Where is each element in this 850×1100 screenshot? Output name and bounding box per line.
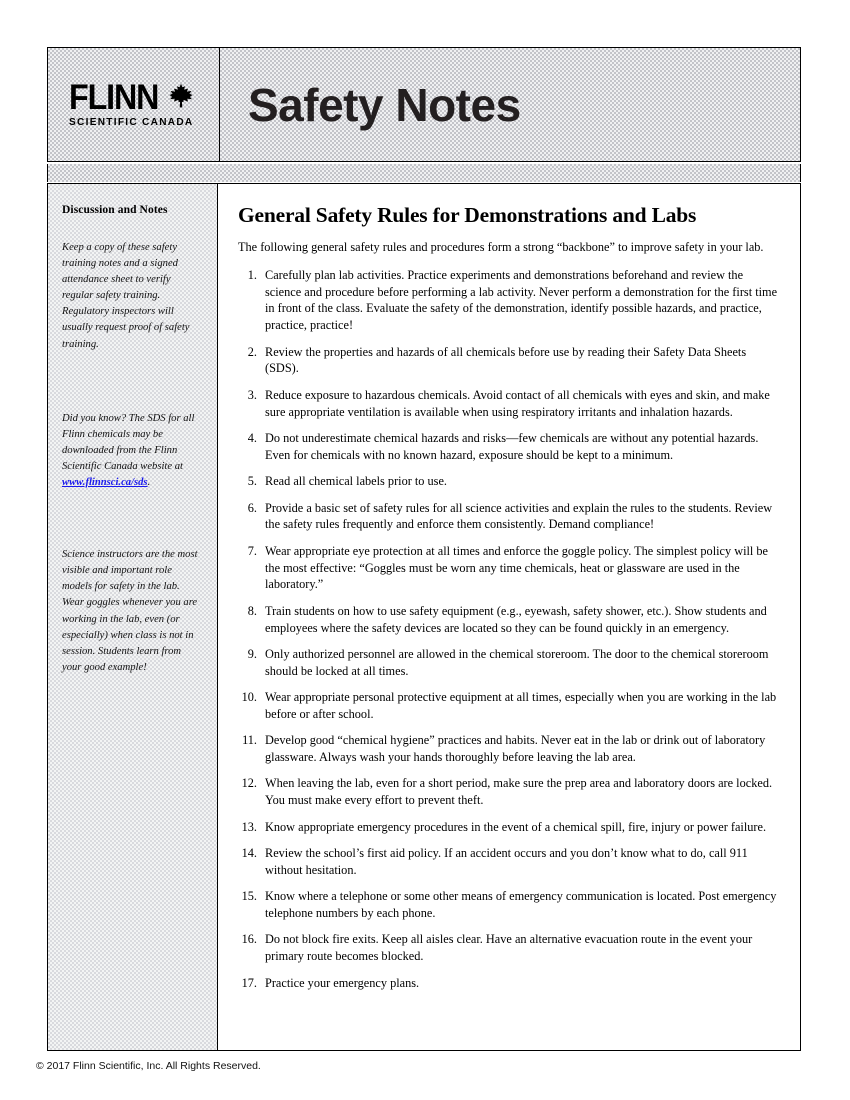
rule-text: Read all chemical labels prior to use.: [265, 474, 447, 489]
rule-text: Reduce exposure to hazardous chemicals. Avoid contact of all chemicals with eyes and skin, and make sure appropriate ventilation is available when using respiratory irritants and inhalation hazards.: [265, 387, 770, 419]
list-item: [238, 689, 782, 723]
flinn-sds-link[interactable]: www.flinnsci.ca/sds: [62, 477, 148, 489]
sidebar-note-2-text-before: Did you know? The SDS for all Flinn chemicals may be downloaded from the Flinn Scientific Canada website at: [62, 412, 195, 472]
list-item: [238, 267, 782, 334]
sidebar-notes-column: [48, 184, 218, 1050]
rule-number: 1.: [247, 267, 257, 282]
rule-number: 11.: [242, 733, 257, 748]
list-item: [238, 845, 782, 879]
rule-text: Only authorized personnel are allowed in the chemical storeroom. The door to the chemical storeroom should be locked at all times.: [265, 646, 769, 678]
rule-text: Know where a telephone or some other means of emergency communication is located. Post emergency telephone numbers by each phone.: [265, 889, 777, 921]
document-header: [47, 47, 801, 162]
section-intro: The following general safety rules and procedures form a strong “backbone” to improve safety in your lab.: [238, 240, 764, 254]
sidebar-note-1: Keep a copy of these safety training notes and a signed attendance sheet to verify regular safety training. Regulatory inspectors will usually request proof of safety training.: [62, 242, 190, 350]
rule-number: 17.: [241, 975, 257, 990]
rule-number: 8.: [247, 603, 257, 618]
rule-number: 4.: [247, 430, 257, 445]
list-item: [238, 430, 782, 464]
rule-number: 10.: [241, 690, 257, 705]
sidebar-note-2-text-after: .: [147, 477, 151, 489]
list-item: [238, 344, 782, 378]
footer-copyright: © 2017 Flinn Scientific, Inc. All Rights Reserved.: [36, 1060, 261, 1072]
rule-text: Practice your emergency plans.: [265, 975, 420, 990]
list-item: [238, 387, 782, 421]
list-item: [238, 473, 782, 490]
header-divider-band: [47, 164, 801, 182]
document-body: [47, 183, 801, 1051]
sidebar-note-3: Science instructors are the most visible and important role models for safety in the lab. Wear goggles whenever you are working in the lab, even (or especially) when class is not in session. Students learn from your good example!: [62, 549, 198, 673]
main-content-column: [218, 184, 800, 1050]
sidebar-heading: Discussion and Notes: [62, 204, 168, 216]
rule-text: Wear appropriate eye protection at all times and enforce the goggle policy. The simplest policy will be the most effective: “Goggles must be worn any time chemicals, heat or glassware are used in the laboratory.”: [265, 543, 769, 592]
rule-text: Wear appropriate personal protective equipment at all times, especially when you are working in the lab before or after school.: [265, 690, 777, 721]
rule-text: Provide a basic set of safety rules for all science activities and explain the rules to the students. Review the safety rules frequently and enforce them consistently. Demand compliance!: [265, 500, 773, 532]
rule-number: 2.: [247, 344, 257, 359]
sidebar-note-2: [62, 411, 203, 491]
list-item: [238, 732, 782, 766]
list-item: [238, 543, 782, 594]
rule-number: 9.: [247, 646, 257, 661]
maple-leaf-icon: [169, 83, 193, 112]
rule-number: 5.: [247, 474, 257, 489]
rule-number: 16.: [241, 932, 257, 947]
rule-text: Review the properties and hazards of all chemicals before use by reading their Safety Data Sheets (SDS).: [265, 344, 747, 376]
rule-number: 12.: [241, 776, 257, 791]
rule-text: Know appropriate emergency procedures in the event of a chemical spill, fire, injury or power failure.: [265, 819, 767, 834]
list-item: [238, 975, 782, 992]
section-title: General Safety Rules for Demonstrations and Labs: [238, 203, 697, 227]
brand-subtitle: SCIENTIFIC CANADA: [68, 116, 194, 129]
list-item: [238, 819, 782, 836]
list-item: [238, 888, 782, 922]
rule-text: Carefully plan lab activities. Practice experiments and demonstrations beforehand and review the science and procedure before performing a lab activity. Never perform a demonstration for the first time in front of the class. Evaluate the safety of the demonstration, identify possible hazards, and practice, practice, practice!: [265, 267, 778, 333]
rule-number: 14.: [241, 846, 257, 860]
rule-text: Develop good “chemical hygiene” practices and habits. Never eat in the lab or drink out of laboratory glassware. Always wash your hands thoroughly before leaving the lab area.: [265, 733, 766, 765]
list-item: [238, 931, 782, 965]
list-item: [238, 775, 782, 809]
brand-wordmark: FLINN: [68, 78, 158, 118]
rule-text: Do not underestimate chemical hazards and risks—few chemicals are without any potential hazards. Even for chemicals with no known hazard, exposure should be kept to a minimum.: [265, 430, 759, 462]
list-item: [238, 646, 782, 680]
rule-text: Do not block fire exits. Keep all aisles clear. Have an alternative evacuation route in the event your primary route becomes blocked.: [265, 932, 753, 964]
brand-logo: [48, 48, 220, 161]
rule-number: 3.: [247, 387, 257, 402]
list-item: [238, 603, 782, 637]
rule-number: 13.: [241, 819, 257, 834]
rule-number: 6.: [247, 500, 257, 515]
rule-text: Train students on how to use safety equipment (e.g., eyewash, safety shower, etc.). Show students and employees where the safety devices are located so they can be found quickly in an emergency.: [265, 603, 767, 635]
rule-number: 7.: [247, 543, 257, 558]
header-title-area: [220, 48, 800, 161]
list-item: [238, 500, 782, 534]
rule-number: 15.: [241, 889, 257, 904]
rule-text: When leaving the lab, even for a short period, make sure the prep area and laboratory doors are locked. You must make every effort to prevent theft.: [265, 776, 773, 808]
rule-text: Review the school’s first aid policy. If an accident occurs and you don’t know what to do, call 911 without hesitation.: [265, 846, 748, 877]
safety-rules-list: [238, 267, 782, 992]
page-title: Safety Notes: [248, 78, 521, 131]
